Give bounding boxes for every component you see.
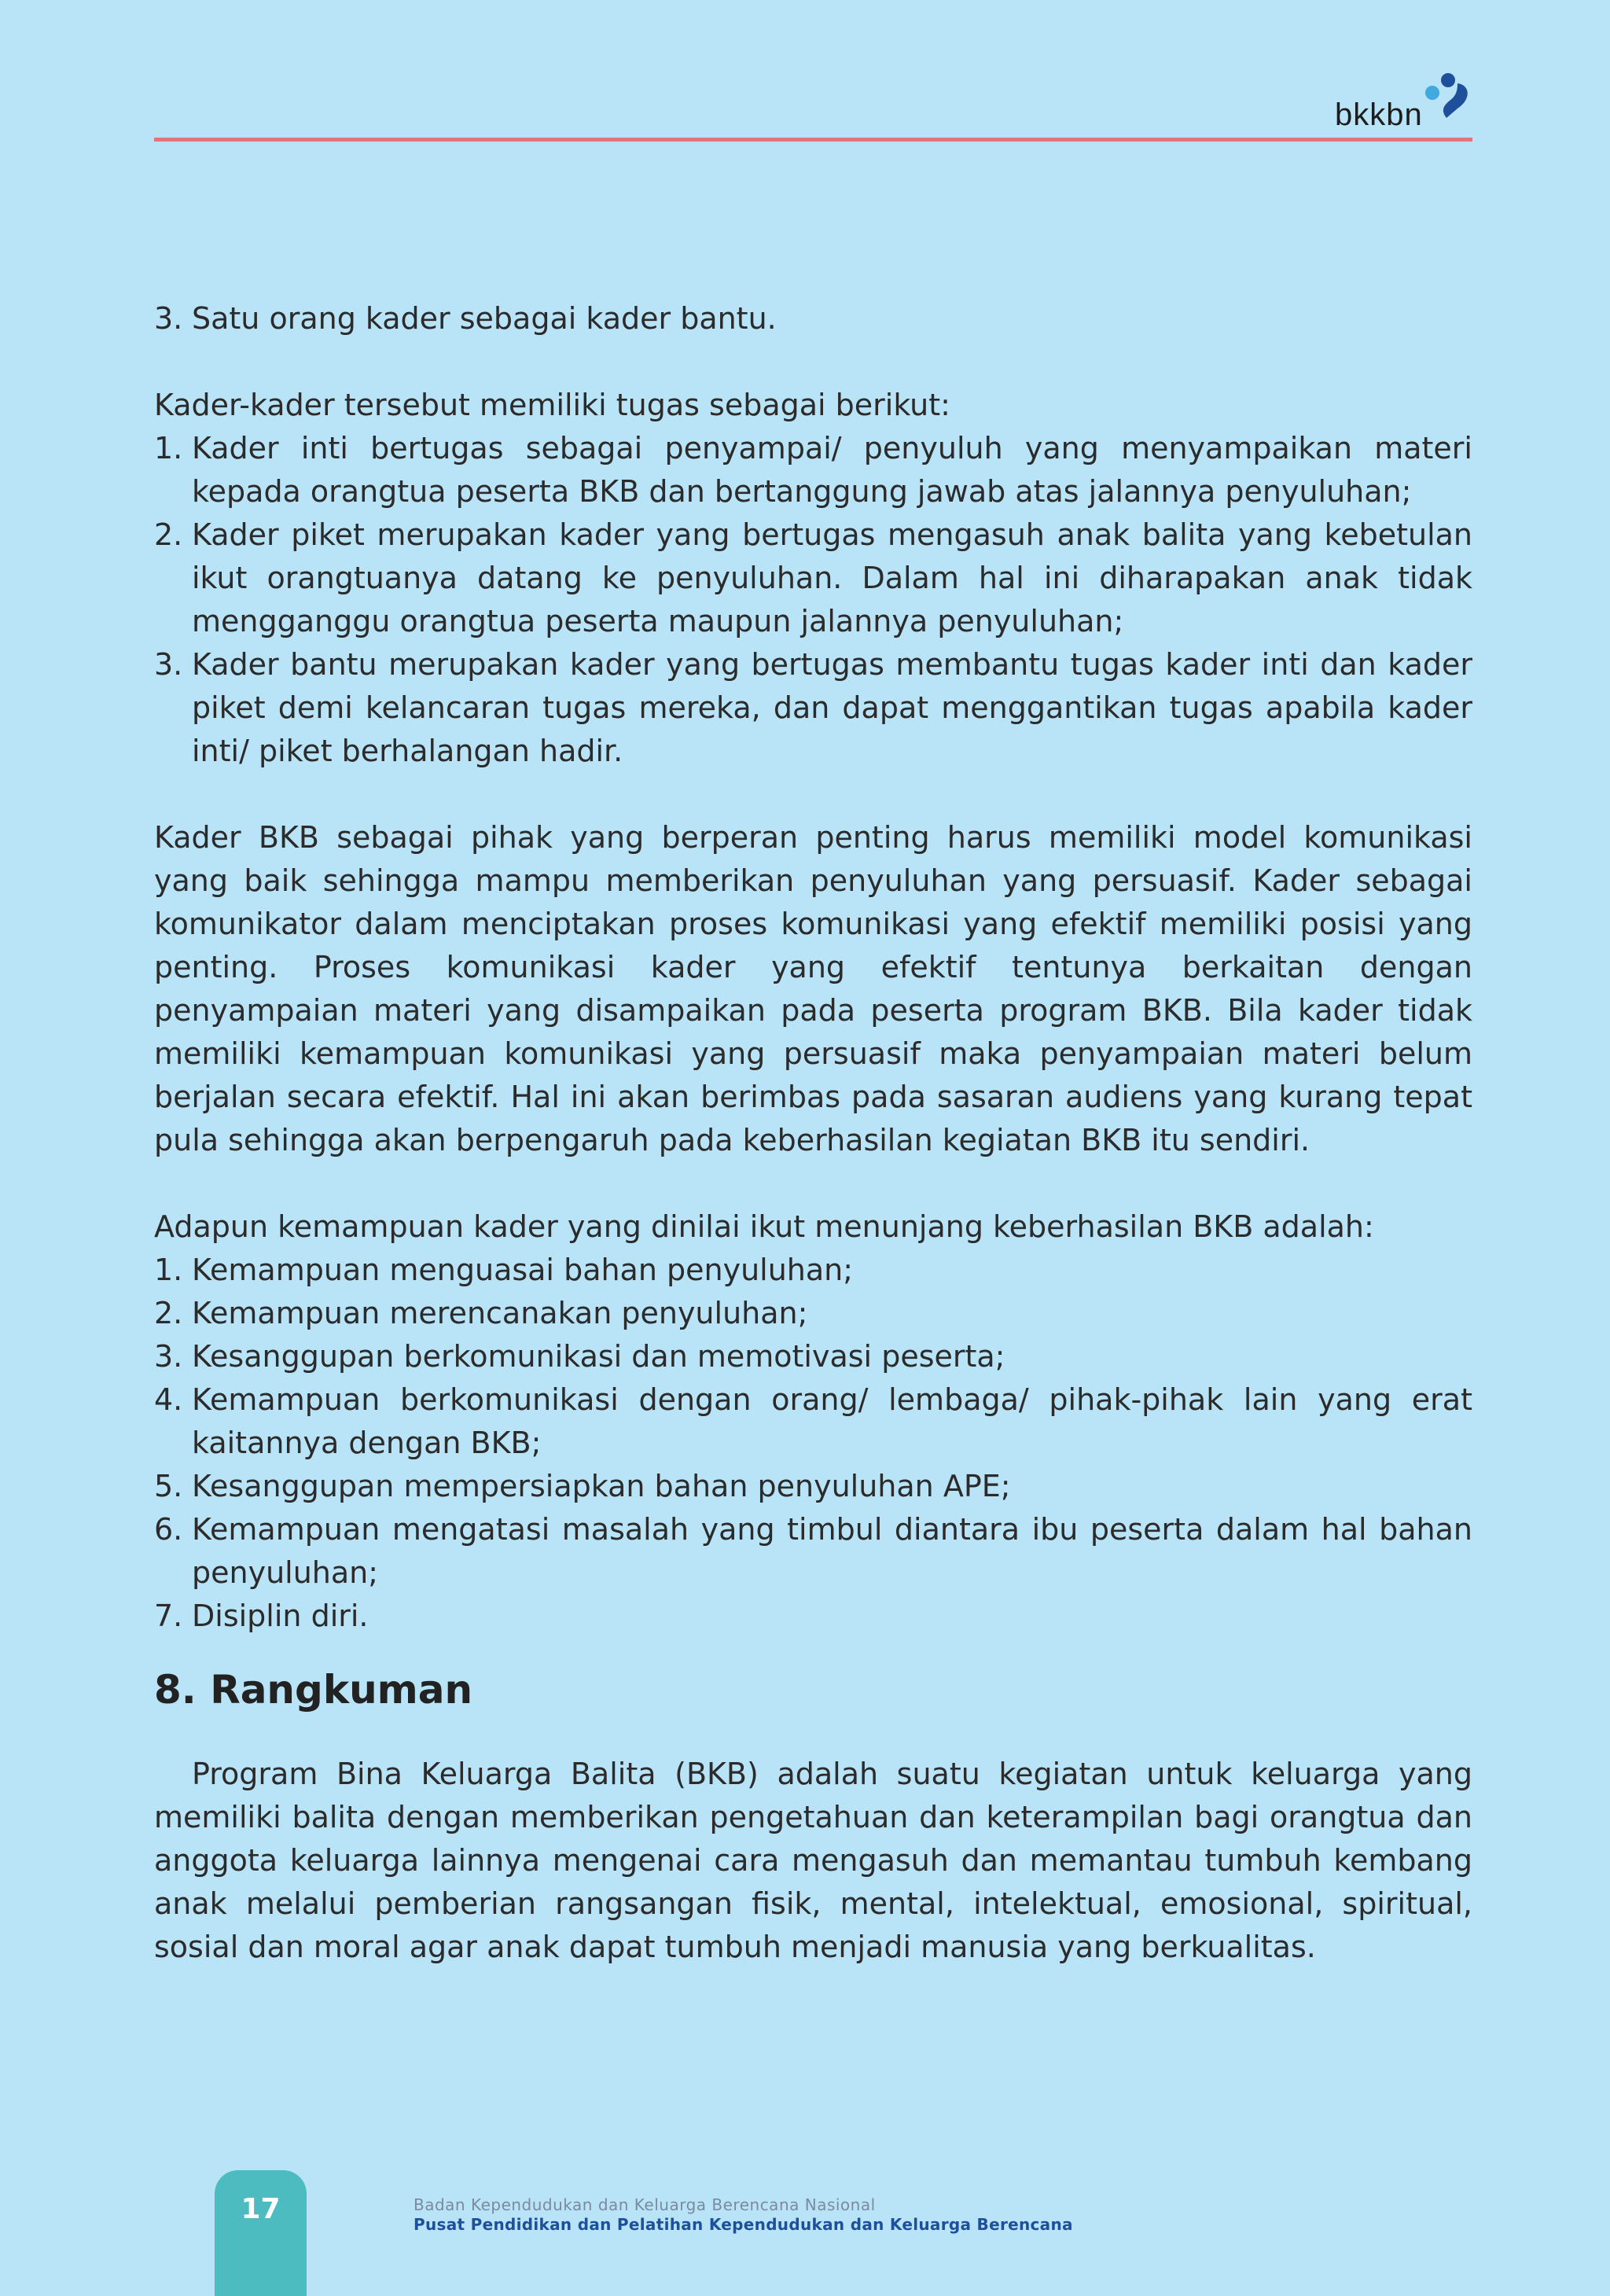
page-number-tab [215, 2170, 307, 2296]
list-text: Kemampuan menguasai bahan penyuluhan; [192, 1253, 854, 1287]
list-item [154, 1595, 1472, 1638]
list-text: Kemampuan mengatasi masalah yang timbul diantara ibu peserta dalam hal bahan penyuluhan; [192, 1512, 1472, 1590]
list-item [154, 1292, 1472, 1335]
list-number: 1. [154, 431, 183, 465]
list-number: 2. [154, 517, 183, 552]
list-number: 5. [154, 1469, 183, 1503]
list-item [154, 427, 1472, 513]
list-number: 3. [154, 647, 183, 682]
footer-institution: Badan Kependudukan dan Keluarga Berencana Nasional [414, 2195, 876, 2214]
list-text: Kader bantu merupakan kader yang bertugas membantu tugas kader inti dan kader piket demi kelancaran tugas mereka, dan dapat menggantikan tugas apabila kader inti/ piket berhalangan hadir. [192, 647, 1472, 768]
list-number: 3. [154, 1339, 183, 1374]
footer-center: Pusat Pendidikan dan Pelatihan Kependudukan dan Keluarga Berencana [414, 2215, 1073, 2234]
logo-text: bkkbn [1335, 98, 1423, 132]
list-item [154, 643, 1472, 773]
list-item [154, 513, 1472, 643]
list-text: Kader inti bertugas sebagai penyampai/ penyuluh yang menyampaikan materi kepada orangtua peserta BKB dan bertanggung jawab atas jalannya penyuluhan; [192, 431, 1472, 509]
page-content [154, 297, 1472, 1969]
list-number: 1. [154, 1253, 183, 1287]
list-text: Kesanggupan berkomunikasi dan memotivasi peserta; [192, 1339, 1005, 1374]
abilities-list [154, 1249, 1472, 1638]
duties-list [154, 427, 1472, 773]
summary-paragraph: Program Bina Keluarga Balita (BKB) adalah suatu kegiatan untuk keluarga yang memiliki balita dengan memberikan pengetahuan dan keterampilan bagi orangtua dan anggota keluarga lainnya mengenai cara mengasuh dan memantau tumbuh kembang anak melalui pemberian rangsangan fisik, mental, intelektual, emosional, spiritual, sosial dan moral agar anak dapat tumbuh menjadi manusia yang berkualitas. [154, 1757, 1472, 1964]
bkkbn-logo-icon [1418, 72, 1473, 123]
footer [414, 2195, 1073, 2235]
abilities-intro: Adapun kemampuan kader yang dinilai ikut menunjang keberhasilan BKB adalah: [154, 1209, 1374, 1244]
bkkbn-logo [1335, 72, 1473, 131]
section-title: 8. Rangkuman [154, 1667, 473, 1713]
list-text: Disiplin diri. [192, 1599, 369, 1633]
list-text: Kemampuan merencanakan penyuluhan; [192, 1296, 808, 1330]
list-item [154, 1249, 1472, 1292]
list-number: 7. [154, 1599, 183, 1633]
list-number: 3. [154, 301, 183, 336]
list-text: Kemampuan berkomunikasi dengan orang/ lembaga/ pihak-pihak lain yang erat kaitannya dengan BKB; [192, 1382, 1472, 1460]
duties-intro: Kader-kader tersebut memiliki tugas sebagai berikut: [154, 388, 950, 422]
list-item [154, 1508, 1472, 1595]
communication-paragraph: Kader BKB sebagai pihak yang berperan penting harus memiliki model komunikasi yang baik sehingga mampu memberikan penyuluhan yang persuasif. Kader sebagai komunikator dalam menciptakan proses komunikasi yang efektif memiliki posisi yang penting. Proses komunikasi kader yang efektif tentunya berkaitan dengan penyampaian materi yang disampaikan pada peserta program BKB. Bila kader tidak memiliki kemampuan komunikasi yang persuasif maka penyampaian materi belum berjalan secara efektif. Hal ini akan berimbas pada sasaran audiens yang kurang tepat pula sehingga akan berpengaruh pada keberhasilan kegiatan BKB itu sendiri. [154, 820, 1472, 1157]
header-rule [154, 138, 1472, 142]
list-number: 2. [154, 1296, 183, 1330]
list-text: Satu orang kader sebagai kader bantu. [192, 301, 777, 336]
list-item [154, 1465, 1472, 1508]
list-item [154, 1335, 1472, 1378]
list-item [154, 1378, 1472, 1465]
list-text: Kesanggupan mempersiapkan bahan penyuluhan APE; [192, 1469, 1011, 1503]
list-item [154, 297, 1472, 340]
list-number: 4. [154, 1382, 183, 1417]
list-number: 6. [154, 1512, 183, 1547]
page-number: 17 [241, 2193, 281, 2225]
list-text: Kader piket merupakan kader yang bertugas mengasuh anak balita yang kebetulan ikut orangtuanya datang ke penyuluhan. Dalam hal ini diharapakan anak tidak mengganggu orangtua peserta maupun jalannya penyuluhan; [192, 517, 1472, 638]
